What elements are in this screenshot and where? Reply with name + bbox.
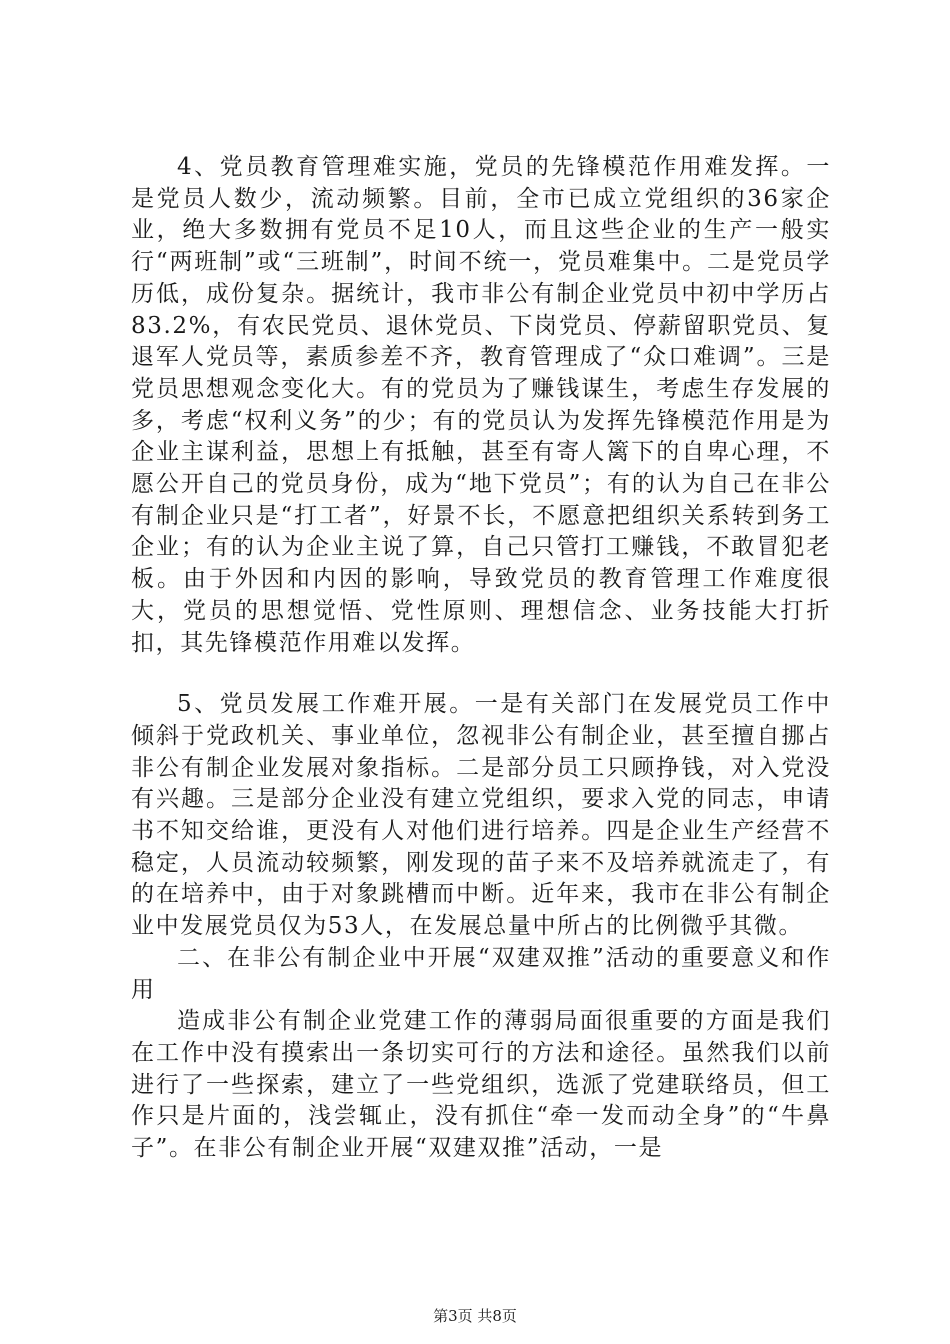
paragraph-gap	[131, 659, 831, 689]
paragraph-item-4: 4、党员教育管理难实施，党员的先锋模范作用难发挥。一是党员人数少，流动频繁。目前，全市已成立党组织的36家企业，绝大多数拥有党员不足10人，而且这些企业的生产一般实行“两班制”或“三班制”，时间不统一，党员难集中。二是党员学历低，成份复杂。据统计，我市非公有制企业党员中初中学历占83.2%，有农民党员、退休党员、下岗党员、停薪留职党员、复退军人党员等，素质参差不齐，教育管理成了“众口难调”。三是党员思想观念变化大。有的党员为了赚钱谋生，考虑生存发展的多，考虑“权利义务”的少；有的党员认为发挥先锋模范作用是为企业主谋利益，思想上有抵触，甚至有寄人篱下的自卑心理，不愿公开自己的党员身份，成为“地下党员”；有的认为自己在非公有制企业只是“打工者”，好景不长，不愿意把组织关系转到务工企业；有的认为企业主说了算，自己只管打工赚钱，不敢冒犯老板。由于外因和内因的影响，导致党员的教育管理工作难度很大，党员的思想觉悟、党性原则、理想信念、业务技能大打折扣，其先锋模范作用难以发挥。	[131, 154, 831, 656]
paragraph-item-5: 5、党员发展工作难开展。一是有关部门在发展党员工作中倾斜于党政机关、事业单位，忽视非公有制企业，甚至擅自挪占非公有制企业发展对象指标。二是部分员工只顾挣钱，对入党没有兴趣。三是部分企业没有建立党组织，要求入党的同志，申请书不知交给谁，更没有人对他们进行培养。四是企业生产经营不稳定，人员流动较频繁，刚发现的苗子来不及培养就流走了，有的在培养中，由于对象跳槽而中断。近年来，我市在非公有制企业中发展党员仅为53人，在发展总量中所占的比例微乎其微。	[131, 691, 831, 940]
document-body	[131, 152, 831, 1165]
page-number-footer: 第3页 共8页	[433, 1307, 517, 1325]
paragraph-section-2-body: 造成非公有制企业党建工作的薄弱局面很重要的方面是我们在工作中没有摸索出一条切实可行的方法和途径。虽然我们以前进行了一些探索，建立了一些党组织，选派了党建联络员，但工作只是片面的，浅尝辄止，没有抓住“牵一发而动全身”的“牛鼻子”。在非公有制企业开展“双建双推”活动，一是	[131, 1008, 831, 1162]
section-heading-2: 二、在非公有制企业中开展“双建双推”活动的重要意义和作用	[131, 944, 831, 1003]
